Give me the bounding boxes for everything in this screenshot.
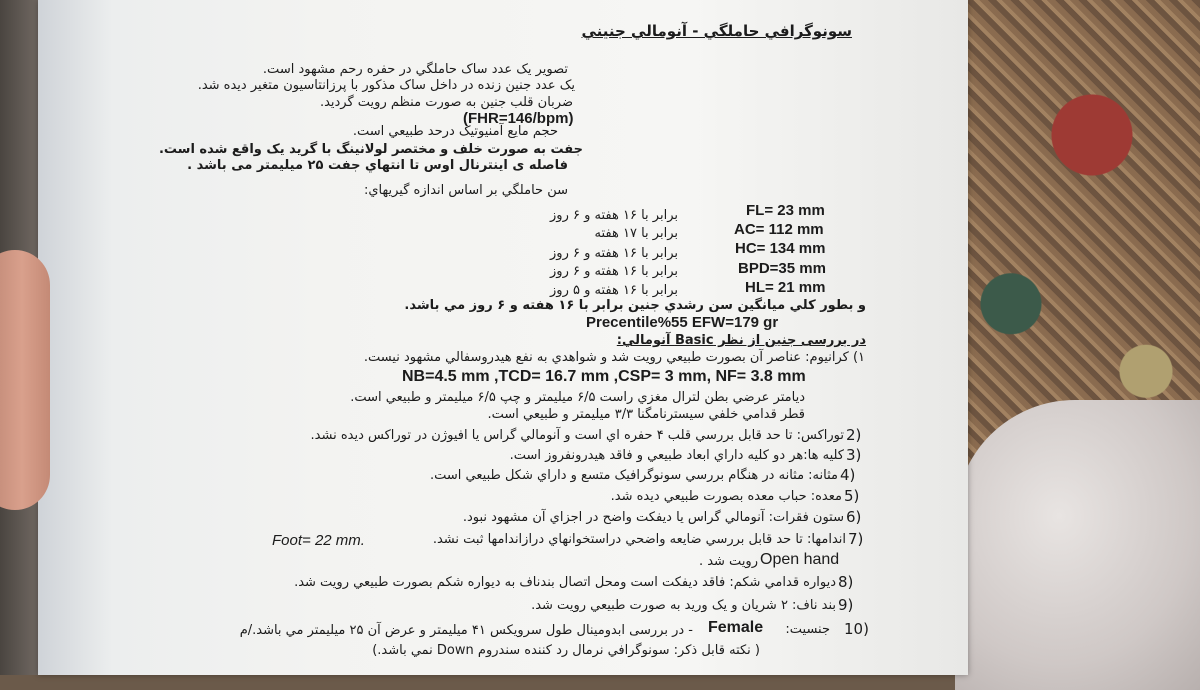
item-2-number: 2) [846,426,862,444]
measurement-ac-age: برابر با ۱۷ هفته [594,226,678,241]
item-9-number: 9) [838,596,854,614]
lateral-ventricle: ديامتر عرضي بطن لترال مغزي راست ۶/۵ ميليمتر و چپ ۶/۵ ميليمتر و طبيعي است. [350,390,805,405]
report-title: سونوگرافي حاملگي - آنومالي جنيني [581,22,852,40]
basic-anomaly-heading: در بررسی جنين از نظر Basic آنومالي: [616,333,866,348]
fhr-value: (FHR=146/bpm) [463,110,574,127]
intro-line-5: جفت به صورت خلف و مختصر لولانينگ با گريد يک واقع شده است. [158,142,583,157]
report-document [38,0,968,675]
average-age: و بطور کلي ميانگين سن رشدي جنين برابر با ۱۶ هفته و ۶ روز مي باشد. [404,298,866,313]
measurement-ac: AC= 112 mm [734,221,824,238]
thumb [0,250,50,510]
cushion [955,400,1200,690]
sex-value: Female [708,619,764,636]
measurement-hc: HC= 134 mm [735,240,826,257]
report-paper [38,0,968,675]
item-2-thorax: توراکس: تا حد قابل بررسي قلب ۴ حفره اي است و آنومالي گراس يا افيوژن در توراکس ديده نشد. [310,428,844,443]
open-hand: Open hand [760,551,840,568]
neuro-measurements: NB=4.5 mm ,TCD= 16.7 mm ,CSP= 3 mm, NF= 3.8 mm [402,368,806,385]
item-5-number: 5) [844,487,860,505]
sex-label: جنسيت: [785,622,830,637]
item-3-kidneys: کليه ها:هر دو کليه داراي ابعاد طبيعي و فاقد هيدرونفروز است. [509,448,844,463]
measurement-hc-age: برابر با ۱۶ هفته و ۶ روز [550,246,678,261]
intro-line-7: سن حاملگي بر اساس اندازه گيريهاي: [363,183,568,198]
item-6-spine: ستون فقرات: آنومالي گراس يا ديفکت واضح در اجزاي آن مشهود نبود. [462,510,844,525]
intro-line-6: فاصله ی اينترنال اوس تا انتهاي جفت ۲۵ ميليمتر می باشد . [187,158,568,173]
item-7-number: 7) [848,530,864,548]
measurement-fl-age: برابر با ۱۶ هفته و ۶ روز [550,208,678,223]
open-hand-suffix: رويت شد . [698,554,758,569]
item-10-number: 10) [844,620,869,638]
item-5-stomach: معده: حباب معده بصورت طبيعي ديده شد. [610,489,842,504]
item-8-abdominal-wall: ديواره قدامي شکم: فاقد ديفکت است ومحل اتصال بندناف به ديواره شکم بصورت طبيعي رويت شد. [294,575,836,590]
item-6-number: 6) [846,508,862,526]
measurement-hl-age: برابر با ۱۶ هفته و ۵ روز [550,283,678,298]
item-3-number: 3) [846,446,862,464]
cisterna-magna: قطر قدامي خلفي سيسترنامگنا ۳/۳ ميليمتر و طبيعي است. [487,407,805,422]
measurement-fl: FL= 23 mm [746,202,825,219]
cranium-finding: ۱) کرانيوم: عناصر آن بصورت طبيعي رويت شد و شواهدي به نفع هيدروسفالي مشهود نيست. [363,350,865,365]
measurement-bpd: BPD=35 mm [738,260,826,277]
item-9-umbilical-cord: بند ناف: ۲ شريان و يک وريد به صورت طبيعي رويت شد. [531,598,836,613]
intro-line-1: تصوير يک عدد ساک حاملگي در حفره رحم مشهود است. [262,62,568,77]
item-4-number: 4) [840,466,856,484]
measurement-bpd-age: برابر با ۱۶ هفته و ۶ روز [550,264,678,279]
foot-length: Foot= 22 mm. [272,532,365,549]
intro-line-4: حجم مايع آمنيوتيک درحد طبيعي است. [352,124,558,139]
intro-line-3: ضربان قلب جنين به صورت منظم رويت گرديد. [319,95,573,110]
measurement-hl: HL= 21 mm [745,279,826,296]
efw-value: Precentile%55 EFW=179 gr [586,314,779,331]
item-4-bladder: مثانه: مثانه در هنگام بررسي سونوگرافيک متسع و داراي شکل طبيعي است. [430,468,838,483]
item-8-number: 8) [838,573,854,591]
cervix-length: - در بررسی ابدومينال طول سرويکس ۴۱ ميليمتر و عرض آن ۲۵ ميليمتر مي باشد./م [239,623,693,638]
intro-line-2: يک عدد جنين زنده در داخل ساک مذکور با پرزانتاسيون متغير ديده شد. [197,78,575,93]
down-syndrome-note: ( نکته قابل ذکر: سونوگرافي نرمال رد کننده سندروم Down نمي باشد.) [372,643,760,658]
item-7-limbs: اندامها: تا حد قابل بررسي ضايعه واضحي دراستخوانهاي درازاندامها ثبت نشد. [432,532,846,547]
